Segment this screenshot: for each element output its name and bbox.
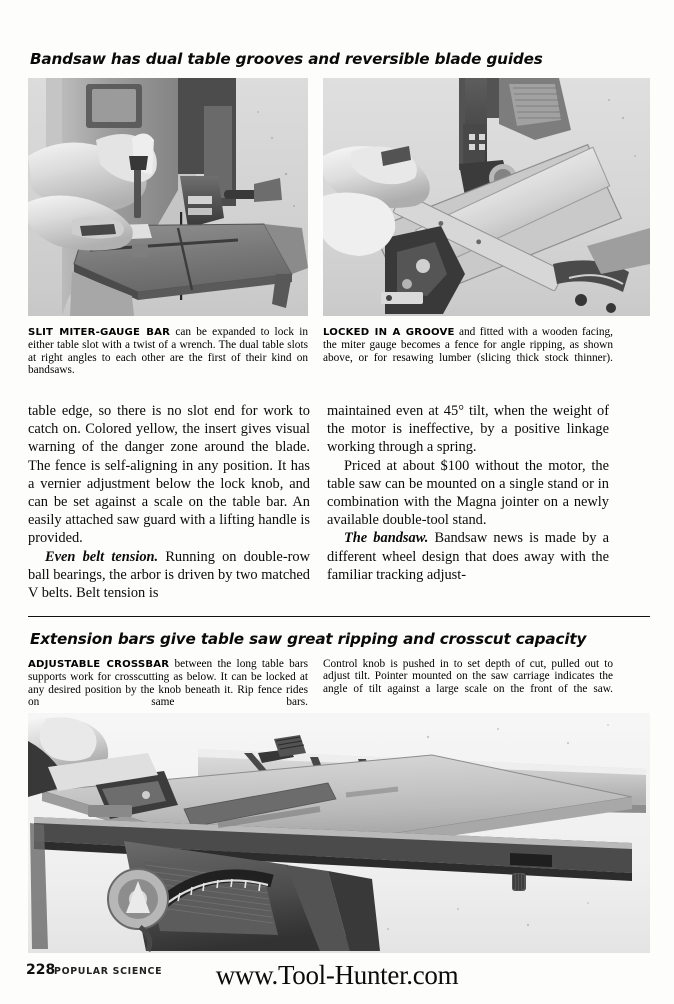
photo-bottom-art (28, 713, 650, 953)
run-in-even-belt-tension: Even belt tension. (45, 548, 159, 565)
caption-slit-miter-gauge-bar (28, 326, 308, 377)
caption-control-knob (323, 658, 613, 695)
photo-top-right-art (323, 78, 650, 316)
caption-locked-in-a-groove (323, 326, 613, 364)
caption-body-locked-in-a-groove: and fitted with a wooden facing, the miter gauge becomes a fence for angle ripping, as shown above, or for resawing lumber (slicing thick stock thinner). (323, 326, 613, 364)
magazine-name: POPULAR SCIENCE (54, 966, 163, 977)
body-left-paragraph-2-text: Running on double-row ball bearings, the arbor is driven by two matched V belts. Belt tension is (28, 548, 310, 602)
headline-extension-bars: Extension bars give table saw great ripping and crosscut capacity (30, 630, 587, 648)
run-in-the-bandsaw: The bandsaw. (344, 530, 429, 547)
caption-body-slit-miter-gauge-bar: can be expanded to lock in either table slot with a twist of a wrench. The dual table slots at right angles to each other are the first of their kind on bandsaws. (28, 326, 309, 377)
caption-adjustable-crossbar (28, 658, 308, 709)
photo-table-saw-extension-bars (28, 713, 650, 953)
caption-body-adjustable-crossbar: between the long table bars supports work for crosscutting as below. It can be locked at any desired position by the knob beneath it. Rip fence rides on same bars. (28, 658, 308, 709)
body-left-paragraph-1: table edge, so there is no slot end for work to catch on. Colored yellow, the insert gives visual warning of the danger zone around the blade. The fence is self-aligning in any position. It has a vernier adjustment below the lock knob, and can be set against a scale on the table bar. An easily attached saw guard with a lifting handle is provided. (28, 403, 310, 547)
caption-lead-adjustable-crossbar: ADJUSTABLE CROSSBAR (28, 659, 170, 670)
caption-body-control-knob: Control knob is pushed in to set depth of cut, pulled out to adjust tilt. Pointer mounted on the saw carriage indicates the angle of tilt against a large scale on the front of the saw. (323, 658, 613, 695)
body-right-paragraph-3-text: Bandsaw news is made by a different wheel design that does away with the familiar tracking adjust- (327, 530, 609, 583)
photo-top-left-art (28, 78, 308, 316)
caption-lead-slit-miter-gauge-bar: SLIT MITER-GAUGE BAR (28, 327, 171, 338)
photo-slit-miter-gauge-bar (28, 78, 308, 316)
body-right-paragraph-1: maintained even at 45° tilt, when the weight of the motor is ineffective, by a positive linkage working through a spring. (327, 403, 609, 456)
watermark-url: www.Tool-Hunter.com (215, 960, 459, 990)
body-right-paragraph-2: Priced at about $100 without the motor, the table saw can be mounted on a single stand or in combination with the Magna jointer on a newly available double-tool stand. (327, 457, 609, 529)
body-column-right (327, 402, 609, 584)
body-right-paragraph-3 (327, 529, 609, 584)
body-left-paragraph-2 (28, 548, 310, 603)
body-column-left (28, 402, 310, 602)
caption-lead-locked-in-a-groove: LOCKED IN A GROOVE (323, 327, 455, 338)
photo-locked-in-a-groove (323, 78, 650, 316)
headline-bandsaw: Bandsaw has dual table grooves and reversible blade guides (30, 50, 543, 68)
page-number: 228 (26, 962, 56, 978)
section-divider (28, 616, 650, 617)
